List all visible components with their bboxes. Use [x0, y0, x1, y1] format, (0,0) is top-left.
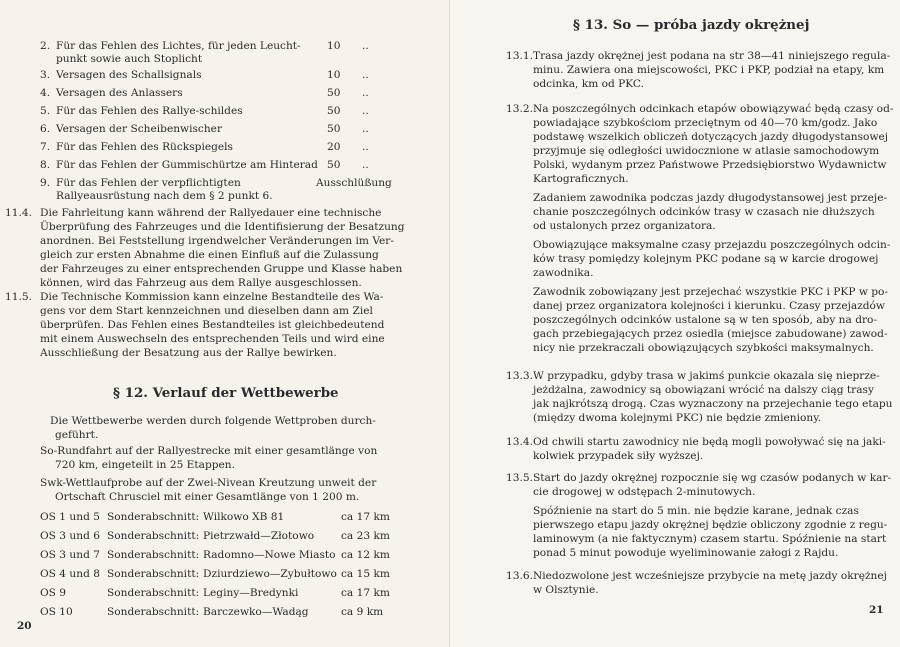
paragraph-line: geführt. — [55, 429, 99, 441]
section-heading: § 13. So — próba jazdy okrężnej — [573, 17, 810, 33]
list-item-text: Für das Fehlen der verpflichtigten — [56, 177, 241, 189]
section-text-line: Obowiązujące maksymalne czasy przejazdu poszczególnych odcin- — [533, 239, 891, 251]
section-text-line: anordnen. Bei Feststellung irgendwelcher Veränderungen im Ver- — [40, 235, 394, 247]
stage-label: Sonderabschnitt: — [107, 587, 200, 599]
list-item-text: Rallyeausrüstung nach dem § 2 punkt 6. — [56, 190, 273, 202]
section-text-line: Zadaniem zawodnika podczas jazdy długodystansowej jest przeje- — [533, 192, 888, 204]
stage-route: Radomno—Nowe Miasto — [203, 549, 336, 561]
section-text-line: W przypadku, gdyby trasa w jakimś punkcie okazala się nieprze- — [533, 370, 880, 382]
list-item-text: Versagen des Anlassers — [56, 87, 183, 99]
stage-label: Sonderabschnitt: — [107, 549, 200, 561]
list-item-ditto-mark: .. — [362, 141, 369, 153]
stage-os: OS 1 und 5 — [40, 511, 100, 523]
section-text-line: poszczególnych odcinków ustalone są w ten sposób, aby na dro- — [533, 314, 877, 326]
section-text-line: Die Fahrleitung kann während der Rallyedauer eine technische — [40, 207, 382, 219]
list-item-points: 10 — [327, 69, 341, 81]
list-item-number: 6. — [40, 123, 51, 135]
section-text-line: w Olsztynie. — [533, 584, 599, 596]
section-number: 13.5. — [506, 472, 533, 484]
list-item-number: 5. — [40, 105, 51, 117]
list-item-number: 4. — [40, 87, 51, 99]
section-text-line: ków trasy pomiędzy kolejnym PKC podane są w karcie drogowej — [533, 253, 879, 265]
list-item-text: Für das Fehlen des Lichtes, für jeden Leucht- — [56, 40, 301, 52]
section-text-line: gens vor dem Start kennzeichnen und dieselben dann am Ziel — [40, 305, 373, 317]
section-text-line: cie drogowej w odstępach 2-minutowych. — [533, 486, 756, 498]
section-text-line: ponad 5 minut powoduje wyeliminowanie załogi z Rajdu. — [533, 547, 839, 559]
list-item-text: Für das Fehlen der Gummischürtze am Hinterad — [56, 159, 318, 171]
section-text-line: chanie poszczególnych odcinków trasy w czasach nie dłuższych — [533, 206, 875, 218]
paragraph-line: 720 km, eingeteilt in 25 Etappen. — [55, 459, 236, 471]
list-item-ditto-mark: .. — [362, 123, 369, 135]
stage-os: OS 3 und 7 — [40, 549, 100, 561]
stage-distance: ca 15 km — [341, 568, 390, 580]
section-text-line: jak najkrótszą drogą. Czas wyznaczony na przejechanie tego etapu — [533, 398, 893, 410]
section-text-line: Niedozwolone jest wcześniejsze przybycie na metę jazdy okrężnej — [533, 570, 887, 582]
section-number: 13.4. — [506, 436, 533, 448]
section-text-line: (między dwoma kolejnymi PKC) nie będzie zmieniony. — [533, 412, 822, 424]
section-number: 13.2. — [506, 103, 533, 115]
section-text-line: kolwiek przypadek siły wyższej. — [533, 450, 704, 462]
paragraph-line: Swk-Wettlaufprobe auf der Zwei-Nivean Kreutzung unweit der — [40, 477, 377, 489]
list-item-text: Versagen der Scheibenwischer — [56, 123, 223, 135]
list-item-number: 3. — [40, 69, 51, 81]
paragraph-line: Die Wettbewerbe werden durch folgende Wettproben durch- — [50, 415, 376, 427]
list-item-ditto-mark: .. — [362, 87, 369, 99]
section-text-line: Trasa jazdy okrężnej jest podana na str 38—41 niniejszego regula- — [533, 50, 891, 62]
section-text-line: przyjmuje się odległości uwidocznione w atlasie samochodowym — [533, 145, 880, 157]
section-text-line: gleich zur ersten Abnahme die einen Einfluß auf die Zulassung — [40, 249, 379, 261]
stage-distance: ca 9 km — [341, 606, 384, 618]
section-text-line: nicy nie przekraczali obowiązujących szybkości maksymalnych. — [533, 342, 874, 354]
list-item-text: Für das Fehlen des Rallye-schildes — [56, 105, 243, 117]
page-number: 21 — [869, 604, 884, 616]
stage-label: Sonderabschnitt: — [107, 606, 200, 618]
stage-route: Leginy—Bredynki — [203, 587, 299, 599]
list-item-text: punkt sowie auch Stoplicht — [56, 53, 203, 65]
list-item-points: 10 — [327, 40, 341, 52]
list-item-ditto-mark: .. — [362, 40, 369, 52]
section-text-line: podstawę wszelkich obliczeń dotyczących jazdy długodystansowej — [533, 131, 889, 143]
section-text-line: powiadające szybkościom przeciętnym od 40—70 km/godz. Jako — [533, 117, 878, 129]
section-text-line: jeżdżalna, zawodnicy są obowiązani wrócić na dalszy ciąg trasy — [533, 384, 874, 396]
list-item-number: 8. — [40, 159, 51, 171]
section-text-line: Od chwili startu zawodnicy nie będą mogli powoływać się na jaki- — [533, 436, 886, 448]
list-item-number: 9. — [40, 177, 51, 189]
section-text-line: Zawodnik zobowiązany jest przejechać wszystkie PKC i PKP w po- — [533, 286, 889, 298]
list-item-text: Für das Fehlen des Rückspiegels — [56, 141, 233, 153]
section-text-line: pierwszego etapu jazdy okrężnej będzie obliczony zgodnie z regu- — [533, 519, 888, 531]
page-number: 20 — [17, 620, 32, 632]
section-text-line: der Fahrzeuges zu einer entsprechenden Gruppe und Klasse haben — [40, 263, 403, 275]
stage-label: Sonderabschnitt: — [107, 568, 200, 580]
section-text-line: zawodnika. — [533, 267, 594, 279]
section-heading: § 12. Verlauf der Wettbewerbe — [113, 385, 339, 401]
list-item-number: 2. — [40, 40, 51, 52]
stage-distance: ca 17 km — [341, 587, 390, 599]
section-text-line: Die Technische Kommission kann einzelne Bestandteile des Wa- — [40, 291, 384, 303]
section-text-line: überprüfen. Das Fehlen eines Bestandteiles ist gleichbedeutend — [40, 319, 385, 331]
stage-route: Dziurdziewo—Zybułtowo — [203, 568, 337, 580]
section-number: 13.3. — [506, 370, 533, 382]
stage-distance: ca 23 km — [341, 530, 390, 542]
section-text-line: mit einem Auswechseln des entsprechenden Teils und wird eine — [40, 333, 385, 345]
list-item-ditto-mark: .. — [362, 159, 369, 171]
list-item-points: 50 — [327, 87, 341, 99]
section-text-line: Kartograficznych. — [533, 173, 629, 185]
section-text-line: Überprüfung des Fahrzeuges und die Identifisierung der Besatzung — [40, 221, 405, 233]
stage-distance: ca 17 km — [341, 511, 390, 523]
section-number: 13.1. — [506, 50, 533, 62]
list-item-points: 50 — [327, 123, 341, 135]
section-number: 11.5. — [5, 291, 32, 303]
section-text-line: Polski, wydanym przez Państwowe Przedsiębiorstwo Wydawnictw — [533, 159, 887, 171]
section-text-line: Ausschließung der Besatzung aus der Rallye bewirken. — [40, 347, 337, 359]
list-item-points: 50 — [327, 105, 341, 117]
right-page — [450, 0, 900, 647]
section-text-line: Na poszczególnych odcinkach etapów obowiązywać będą czasy od- — [533, 103, 894, 115]
section-text-line: Spóźnienie na start do 5 min. nie będzie karane, jednak czas — [533, 505, 859, 517]
section-text-line: odcinka, km od PKC. — [533, 78, 644, 90]
section-text-line: Start do jazdy okrężnej rozpocznie się wg czasów podanych w kar- — [533, 472, 892, 484]
stage-os: OS 3 und 6 — [40, 530, 100, 542]
list-item-points: 20 — [327, 141, 341, 153]
paragraph-line: So-Rundfahrt auf der Rallyestrecke mit einer gesamtlänge von — [40, 445, 378, 457]
section-number: 11.4. — [5, 207, 32, 219]
stage-label: Sonderabschnitt: — [107, 530, 200, 542]
stage-os: OS 10 — [40, 606, 73, 618]
stage-route: Barczewko—Wadąg — [203, 606, 309, 618]
stage-distance: ca 12 km — [341, 549, 390, 561]
stage-route: Pietrzwałd—Złotowo — [203, 530, 315, 542]
list-item-points: 50 — [327, 159, 341, 171]
list-item-points: Ausschlüßung — [316, 177, 392, 189]
list-item-ditto-mark: .. — [362, 69, 369, 81]
stage-os: OS 9 — [40, 587, 67, 599]
section-number: 13.6. — [506, 570, 533, 582]
section-text-line: od ustalonych przez organizatora. — [533, 220, 716, 232]
list-item-text: Versagen des Schallsignals — [56, 69, 202, 81]
list-item-number: 7. — [40, 141, 51, 153]
section-text-line: danej przez organizatora kolejności i kierunku. Czasy przejazdów — [533, 300, 885, 312]
paragraph-line: Ortschaft Chrusciel mit einer Gesamtlänge von 1 200 m. — [55, 491, 360, 503]
stage-os: OS 4 und 8 — [40, 568, 100, 580]
section-text-line: laminowym (a nie faktycznym) czasem startu. Spóźnienie na start — [533, 533, 887, 545]
section-text-line: können, wird das Fahrzeug aus dem Rallye ausgeschlossen. — [40, 277, 362, 289]
list-item-ditto-mark: .. — [362, 105, 369, 117]
section-text-line: gach przebiegających przez osiedla (miejsce zabudowane) zawod- — [533, 328, 888, 340]
stage-route: Wilkowo XB 81 — [203, 511, 285, 523]
section-text-line: minu. Zawiera ona miejscowości, PKC i PKP, podział na etapy, km — [533, 64, 885, 76]
stage-label: Sonderabschnitt: — [107, 511, 200, 523]
